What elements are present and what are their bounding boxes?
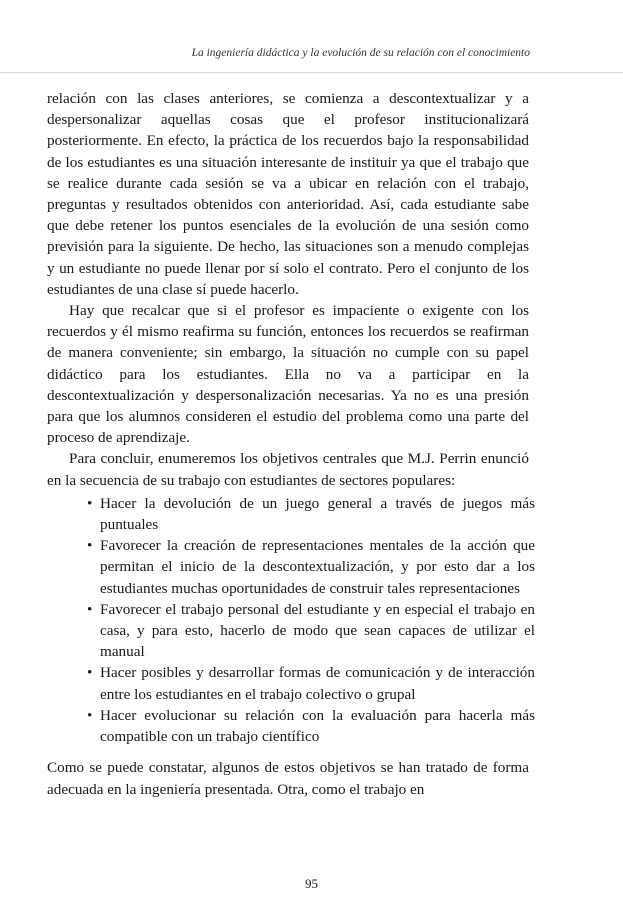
list-item: • Hacer la devolución de un juego general a través de juegos más puntuales <box>87 493 535 535</box>
paragraph-1: relación con las clases anteriores, se comienza a descontextualizar y a despersonalizar aquellas cosas que el profesor institucionalizará posteriormente. En efecto, la práctica de los recuerdos bajo la responsabilidad de los estudiantes es una situación interesante de instituir ya que el trabajo que se realice durante cada sesión se va a ubicar en relación con el trabajo, preguntas y resultados obtenidos con anterioridad. Así, cada estudiante sabe que debe retener los puntos esenciales de la evolución de una sesión como previsión para la siguiente. De hecho, las situaciones son a menudo complejas y un estudiante no puede llenar por sí solo el contrato. Pero el conjunto de los estudiantes de una clase sí puede hacerlo. <box>47 90 529 298</box>
list-item: • Hacer posibles y desarrollar formas de comunicación y de interacción entre los estudiantes en el trabajo colectivo o grupal <box>87 662 535 704</box>
paragraph-2: Hay que recalcar que si el profesor es impaciente o exigente con los recuerdos y él mismo reafirma su función, entonces los recuerdos se reafirman de manera conveniente; sin embargo, la situación no cumple con su papel didáctico para los estudiantes. Ella no va a participar en la descontextualización y despersonalización necesarias. Ya no es una presión para que los alumnos consideren el estudio del problema como una parte del proceso de aprendizaje. <box>47 302 529 447</box>
objectives-list <box>87 493 535 747</box>
running-header: La ingeniería didáctica y la evolución de su relación con el conocimiento <box>191 47 530 59</box>
page-number: 95 <box>305 876 318 891</box>
list-item: • Hacer evolucionar su relación con la evaluación para hacerla más compatible con un trabajo científico <box>87 705 535 747</box>
page-body <box>47 88 535 800</box>
list-item: • Favorecer la creación de representaciones mentales de la acción que permitan el inicio de la descontextualización, y por esto dar a los estudiantes muchas oportunidades de construir tales representaciones <box>87 535 535 599</box>
paragraph-3: Para concluir, enumeremos los objetivos centrales que M.J. Perrin enunció en la secuencia de su trabajo con estudiantes de sectores populares: <box>47 450 529 489</box>
paragraph-4: Como se puede constatar, algunos de estos objetivos se han tratado de forma adecuada en la ingeniería presentada. Otra, como el trabajo en <box>47 759 529 798</box>
list-item: • Favorecer el trabajo personal del estudiante y en especial el trabajo en casa, y para esto, hacerlo de modo que sean capaces de utilizar el manual <box>87 599 535 663</box>
header-divider <box>0 72 623 73</box>
section-spacer <box>47 747 529 757</box>
